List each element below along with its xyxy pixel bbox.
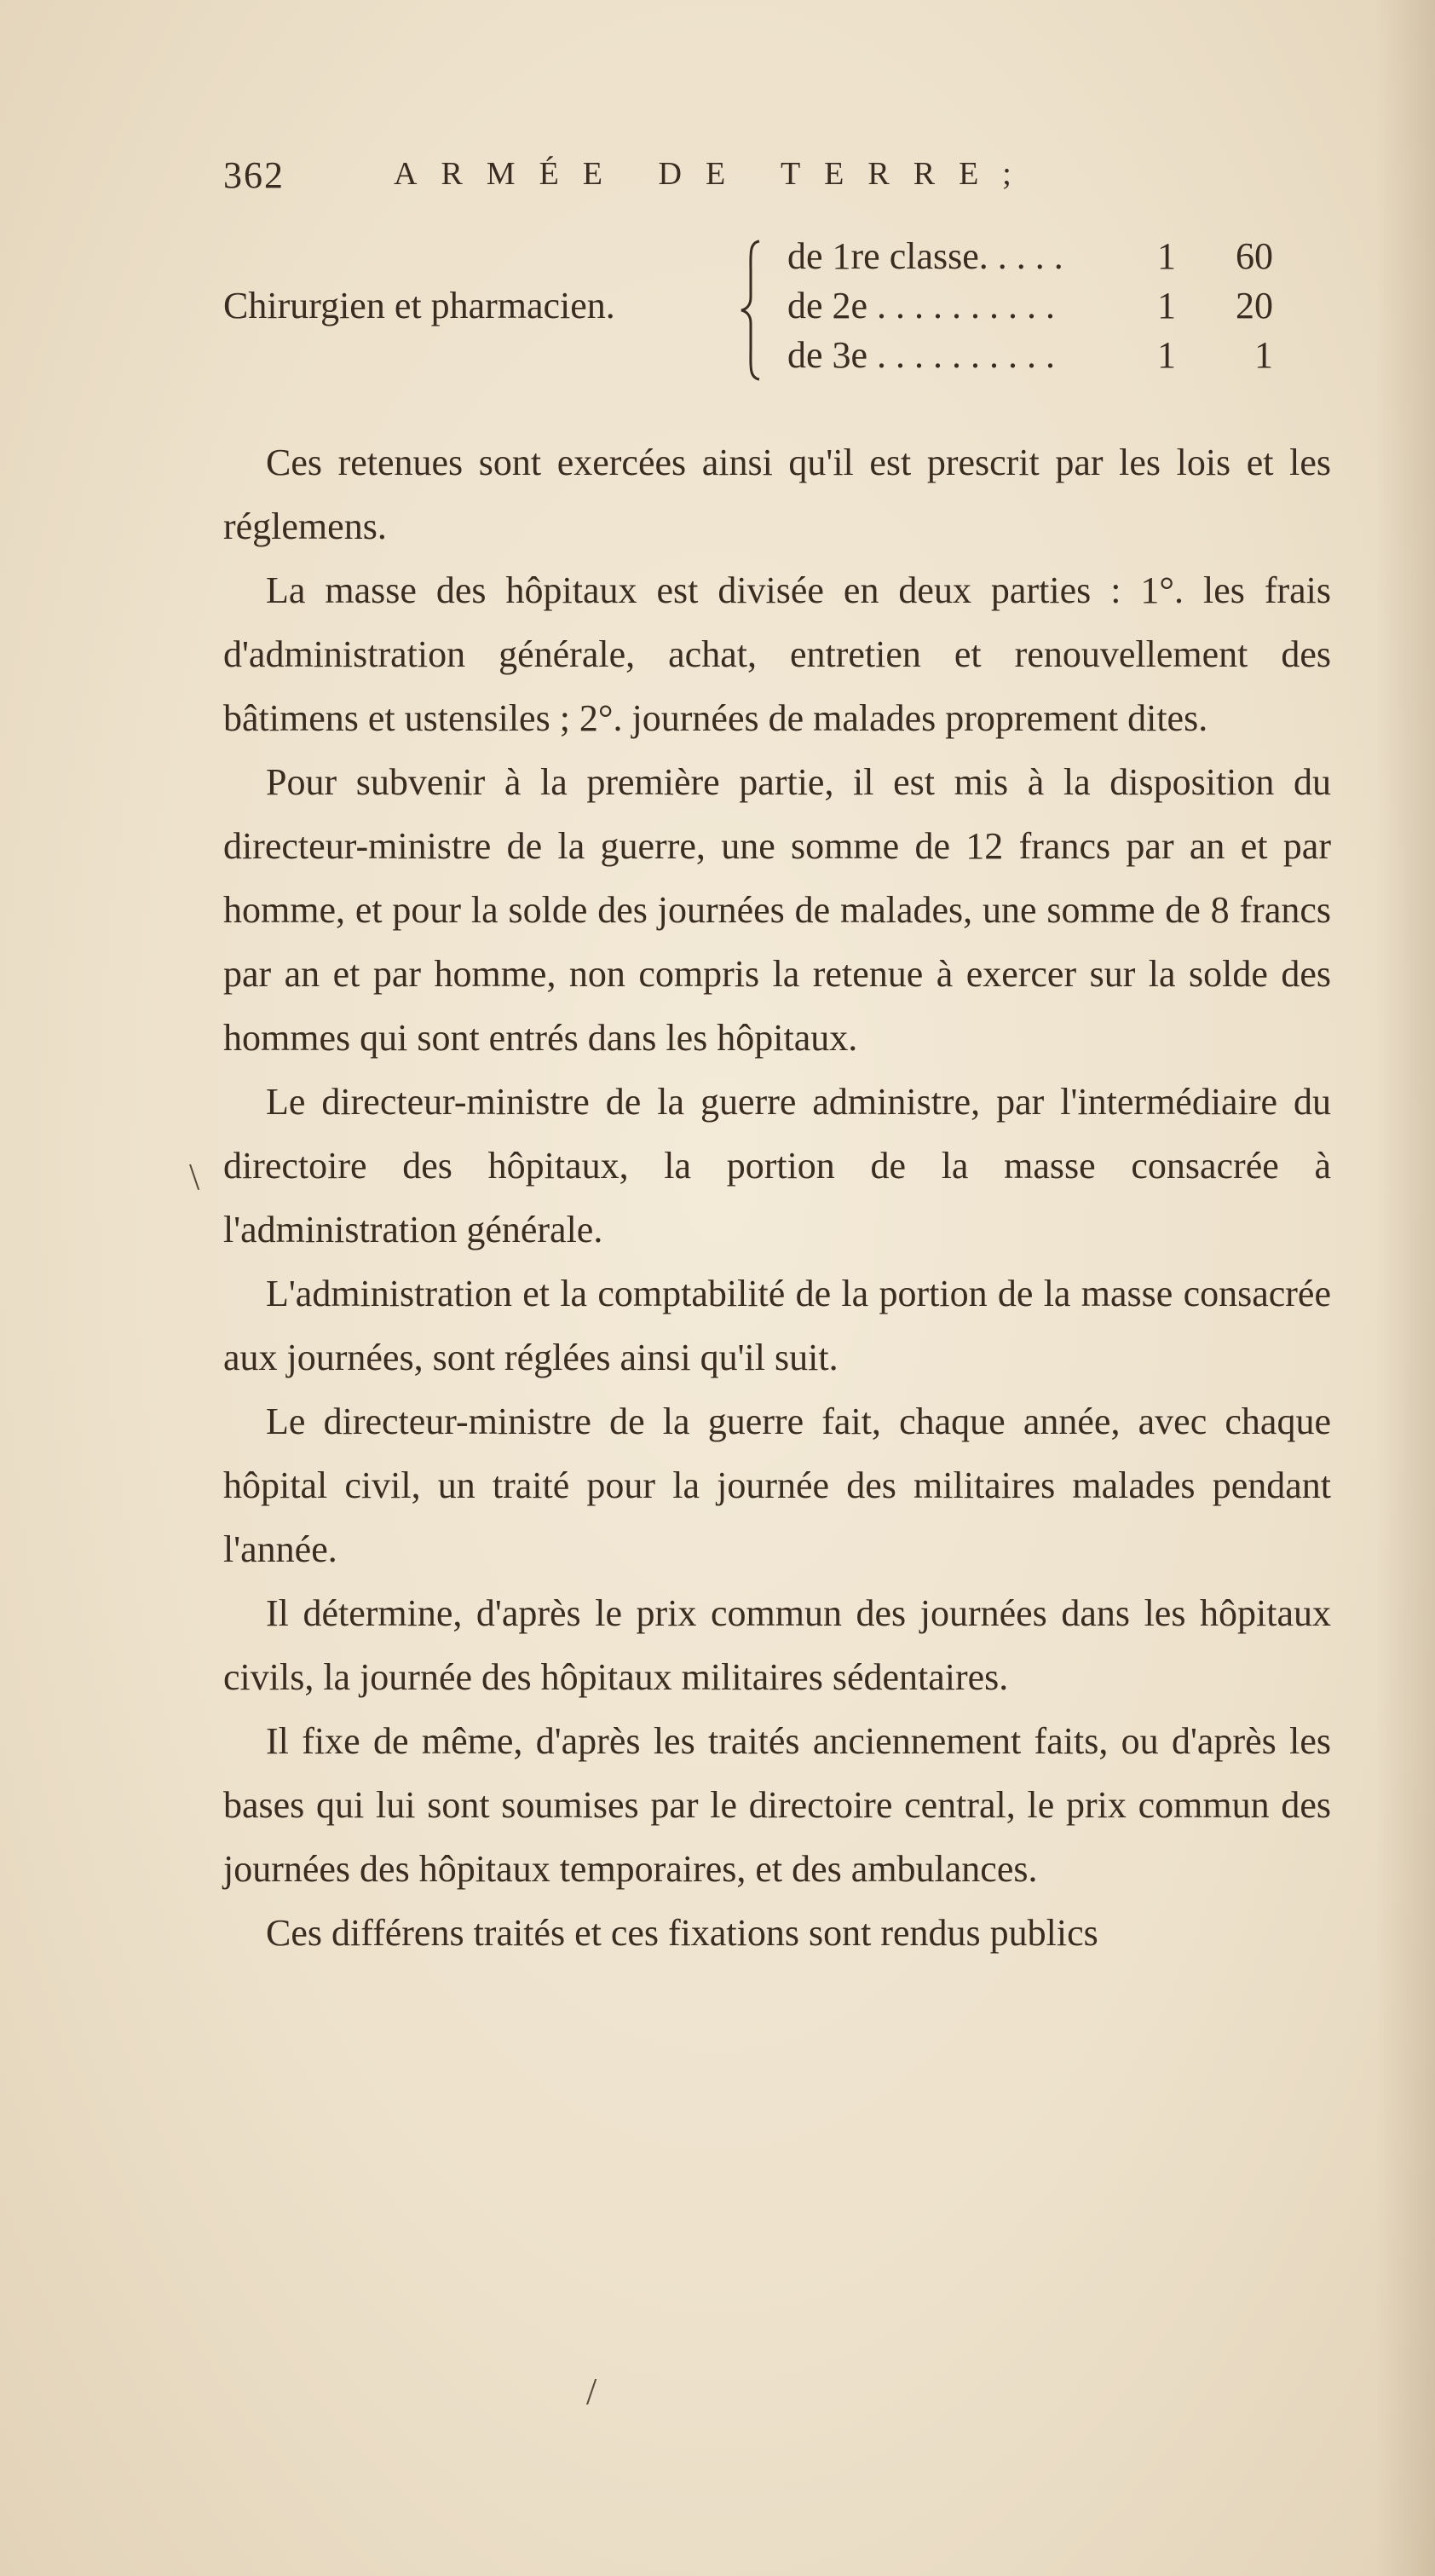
paragraph: Ces différens traités et ces fixations sont rendus publics (266, 1912, 1098, 1954)
table-row (787, 284, 1282, 332)
grade-value: 1 (1254, 334, 1273, 376)
paragraph: Le directeur-ministre de la guerre administre, par l'intermédiaire du directoire des hôpitaux, la portion de la masse consacrée à l'administration générale. (223, 1081, 1331, 1250)
paragraph: Il fixe de même, d'après les traités anciennement faits, ou d'après les bases qui lui sont soumises par le directoire central, le prix commun des journées des hôpitaux temporaires, et des ambulances. (223, 1720, 1331, 1890)
margin-mark-icon: \ (189, 1156, 200, 1198)
paragraph: Il détermine, d'après le prix commun des journées dans les hôpitaux civils, la journée des hôpitaux militaires sédentaires. (223, 1592, 1331, 1698)
grade-value: 1 (1157, 235, 1176, 277)
grade-value: 60 (1236, 235, 1273, 277)
table-row (787, 333, 1282, 381)
body-text (223, 430, 1331, 1965)
paragraph: L'administration et la comptabilité de la portion de la masse consacrée aux journées, sont réglées ainsi qu'il suit. (223, 1273, 1331, 1378)
grade-value: 1 (1157, 334, 1176, 376)
paragraph: Ces retenues sont exercées ainsi qu'il est prescrit par les lois et les réglemens. (223, 442, 1331, 547)
table-row (787, 234, 1282, 282)
margin-mark-icon: / (586, 2371, 597, 2412)
grade-value: 1 (1157, 285, 1176, 326)
grade-label: de 1re classe. . . . . (787, 235, 1063, 277)
curly-brace-icon (739, 238, 764, 383)
grade-label: de 3e . . . . . . . . . . (787, 334, 1056, 376)
paragraph: Le directeur-ministre de la guerre fait, chaque année, avec chaque hôpital civil, un traité pour la journée des militaires malades pendant l'année. (223, 1401, 1331, 1570)
paragraph: Pour subvenir à la première partie, il est mis à la disposition du directeur-ministre de la guerre, une somme de 12 francs par an et par homme, et pour la solde des journées de malades, une somme de 8 francs par an et par homme, non compris la retenue à exercer sur la solde des hommes qui sont entrés dans les hôpitaux. (223, 761, 1331, 1059)
grade-label: de 2e . . . . . . . . . . (787, 285, 1056, 326)
page-number: 362 (223, 154, 285, 196)
running-title: ARMÉE DE TERRE; (394, 156, 1035, 192)
page-edge-shadow (1375, 0, 1435, 2576)
table-row-label: Chirurgien et pharmacien. (223, 285, 615, 326)
grade-value: 20 (1236, 285, 1273, 326)
paragraph: La masse des hôpitaux est divisée en deux parties : 1°. les frais d'administration générale, achat, entretien et renouvellement des bâtimens et ustensiles ; 2°. journées de malades proprement dites. (223, 569, 1331, 739)
pay-deduction-table (223, 234, 1280, 379)
